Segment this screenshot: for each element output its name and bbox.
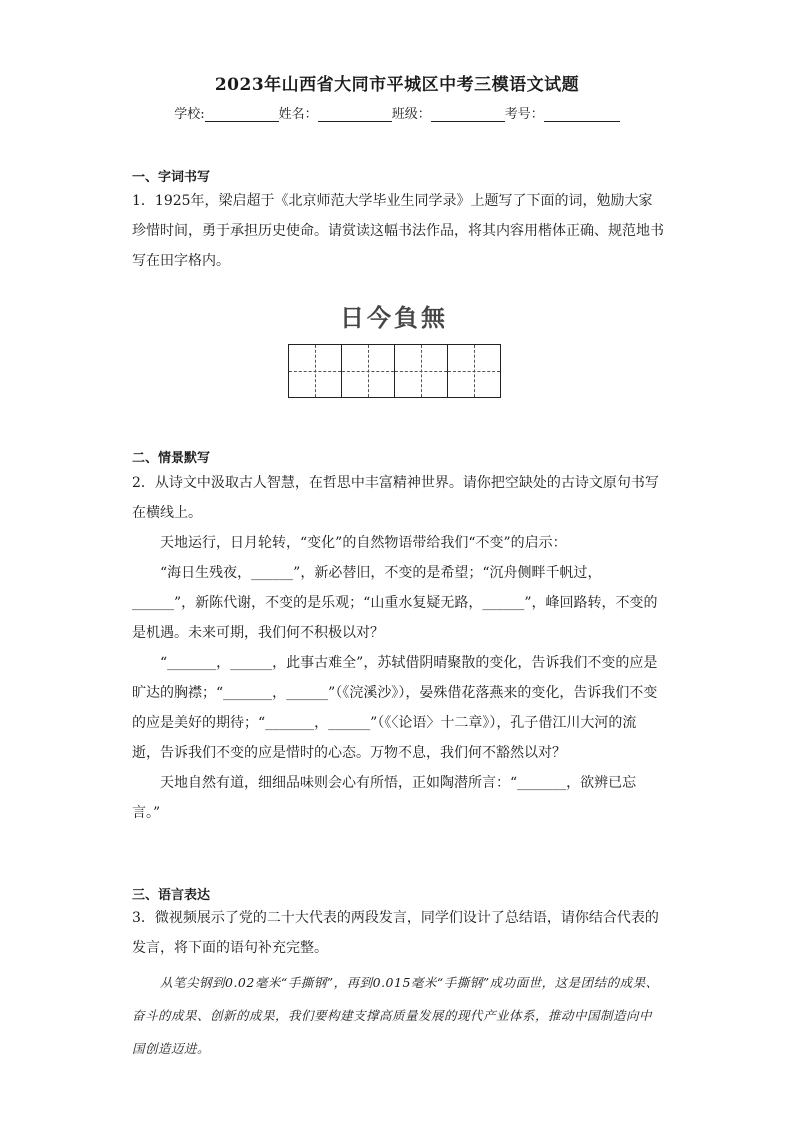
name-blank[interactable]	[318, 107, 392, 122]
calligraphy-image: 日今負無	[340, 303, 448, 332]
question-2	[132, 468, 664, 828]
grid-cell[interactable]	[394, 344, 448, 398]
question-2-text: 2．从诗文中汲取古人智慧，在哲思中丰富精神世界。请你把空缺处的古诗文原句书写在横线上。	[132, 475, 659, 521]
name-label: 姓名：	[278, 107, 318, 122]
question-2-para-4: 天地自然有道，细细品味则会心有所悟，正如陶潜所言：“_______，欲辨已忘言。”	[132, 775, 637, 821]
section1-heading: 一、字词书写	[132, 170, 211, 185]
exam-number-label: 考号：	[504, 107, 544, 122]
grid-cell[interactable]	[288, 344, 342, 398]
question-2-para-2: “海日生残夜，______”，新必替旧，不变的是希望；“沉舟侧畔千帆过，______”，新陈代谢，不变的是乐观；“山重水复疑无路，______”，峰回路转，不变的是机遇。未来可期，我们何不积极以对？	[132, 565, 658, 641]
question-2-para-1: 天地运行，日月轮转，“变化”的自然物语带给我们“不变”的启示：	[160, 535, 567, 551]
question-3-text: 3．微视频展示了党的二十大代表的两段发言，同学们设计了总结语，请你结合代表的发言，将下面的语句补充完整。	[132, 910, 659, 956]
class-blank[interactable]	[431, 107, 505, 122]
page-title: 2023年山西省大同市平城区中考三模语文试题	[214, 75, 580, 95]
section3-heading: 三、语言表达	[132, 888, 211, 903]
school-label: 学校:	[174, 107, 205, 122]
question-1	[132, 186, 664, 276]
question-1-text: 1．1925年，梁启超于《北京师范大学毕业生同学录》上题写了下面的词，勉励大家珍惜时间，勇于承担历史使命。请赏读这幅书法作品，将其内容用楷体正确、规范地书写在田字格内。	[132, 193, 664, 269]
section2-heading: 二、情景默写	[132, 451, 211, 466]
school-blank[interactable]	[205, 107, 279, 122]
exam-number-blank[interactable]	[544, 107, 620, 122]
question-3	[132, 903, 664, 963]
speech-quote	[132, 966, 664, 1065]
question-2-para-3: “_______，______，此事古难全”，苏轼借阴晴聚散的变化，告诉我们不变的应是旷达的胸襟；“_______，______”（《浣溪沙》），晏殊借花落燕来的变化，告诉我们不变的应是美好的期待；“_______，______”（《〈论语〉十二章》），孔子借江川大河的流逝，告诉我们不变的应是惜时的心态。万物不息，我们何不豁然以对？	[132, 655, 658, 761]
grid-cell[interactable]	[447, 344, 501, 398]
class-label: 班级：	[391, 107, 431, 122]
student-info-row	[0, 103, 794, 122]
tianzige-grid	[288, 344, 501, 398]
grid-cell[interactable]	[341, 344, 395, 398]
speech-quote-text: 从笔尖钢到0.02毫米“手撕钢”，再到0.015毫米“手撕钢”成功面世，这是团结的成果、奋斗的成果、创新的成果，我们要构建支撑高质量发展的现代产业体系，推动中国制造向中国创造迈进。	[132, 975, 659, 1056]
